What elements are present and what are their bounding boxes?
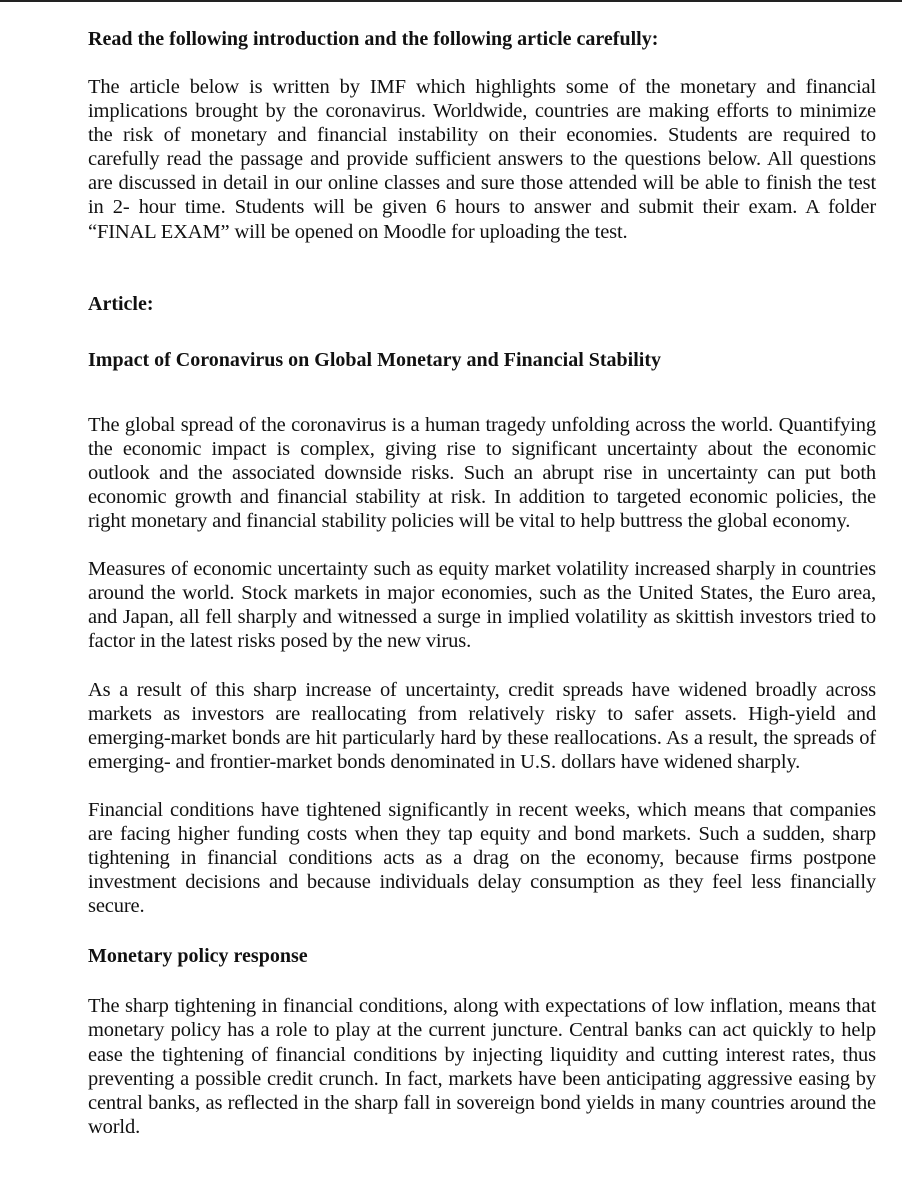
article-paragraph: Measures of economic uncertainty such as equity market volatility increased sharply in countries around the world. Stock markets in major economies, such as the United States, the Euro area, and Japan, all fell sharply and witnessed a surge in implied volatility as skittish investors tried to factor in the latest risks posed by the new virus. [88, 558, 876, 653]
top-border-line [0, 0, 902, 2]
article-paragraph: Financial conditions have tightened significantly in recent weeks, which means that companies are facing higher funding costs when they tap equity and bond markets. Such a sudden, sharp tightening in financial conditions acts as a drag on the economy, because firms postpone investment decisions and because individuals delay consumption as they feel less financially secure. [88, 798, 876, 918]
article-title: Impact of Coronavirus on Global Monetary and Financial Stability [88, 348, 662, 371]
section-heading: Monetary policy response [88, 945, 308, 968]
document-page [88, 27, 876, 1139]
intro-paragraph: The article below is written by IMF which highlights some of the monetary and financial implications brought by the coronavirus. Worldwide, countries are making efforts to minimize the risk of monetary and financial instability on their economies. Students are required to carefully read the passage and provide sufficient answers to the questions below. All questions are discussed in detail in our online classes and sure those attended will be able to finish the test in 2- hour time. Students will be given 6 hours to answer and submit their exam. A folder “FINAL EXAM” will be opened on Moodle for uploading the test. [88, 76, 876, 243]
section-paragraph: The sharp tightening in financial conditions, along with expectations of low inflation, means that monetary policy has a role to play at the current juncture. Central banks can act quickly to help ease the tightening of financial conditions by injecting liquidity and cutting interest rates, thus preventing a possible credit crunch. In fact, markets have been anticipating aggressive easing by central banks, as reflected in the sharp fall in sovereign bond yields in many countries around the world. [88, 995, 876, 1138]
instructions-heading: Read the following introduction and the following article carefully: [88, 28, 659, 50]
article-label: Article: [88, 292, 154, 315]
article-paragraph: As a result of this sharp increase of uncertainty, credit spreads have widened broadly across markets as investors are reallocating from relatively risky to safer assets. High-yield and emerging-market bonds are hit particularly hard by these reallocations. As a result, the spreads of emerging- and frontier-market bonds denominated in U.S. dollars have widened sharply. [88, 678, 876, 773]
article-paragraph: The global spread of the coronavirus is a human tragedy unfolding across the world. Quantifying the economic impact is complex, giving rise to significant uncertainty about the economic outlook and the associated downside risks. Such an abrupt rise in uncertainty can put both economic growth and financial stability at risk. In addition to targeted economic policies, the right monetary and financial stability policies will be vital to help buttress the global economy. [88, 413, 876, 533]
